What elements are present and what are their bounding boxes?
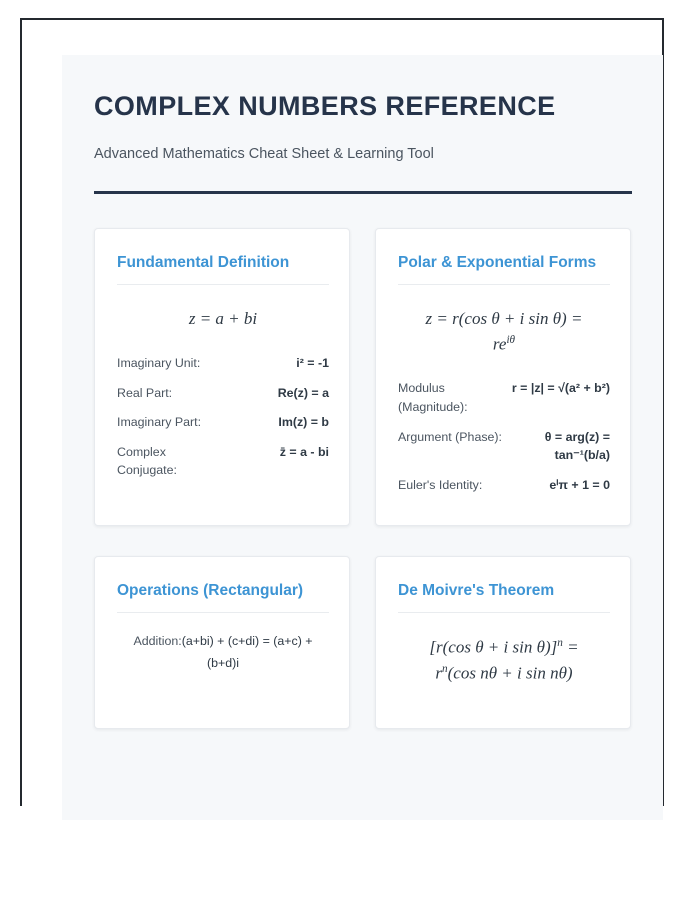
formula-de-moivre-line2-tail: (cos nθ + i sin nθ) bbox=[447, 663, 573, 683]
formula-polar-line1: z = r(cos θ + i sin θ) = bbox=[425, 309, 583, 329]
formula-de-moivre-exponent-2: n bbox=[442, 662, 448, 675]
header-divider bbox=[94, 191, 632, 194]
card-title-de-moivres-theorem: De Moivre's Theorem bbox=[398, 582, 555, 600]
card-operations-rectangular bbox=[94, 556, 350, 729]
table-row bbox=[117, 354, 329, 373]
row-label: Argument (Phase): bbox=[398, 429, 502, 444]
card-fundamental-definition bbox=[94, 228, 350, 526]
row-label: Euler's Identity: bbox=[398, 477, 483, 492]
table-row bbox=[398, 476, 610, 495]
row-value: i² = -1 bbox=[296, 356, 329, 370]
card-divider bbox=[117, 284, 329, 285]
formula-de-moivre-exponent-1: n bbox=[557, 637, 563, 650]
card-polar-exponential-forms bbox=[375, 228, 631, 526]
row-label: Complex Conjugate: bbox=[117, 444, 177, 478]
formula-de-moivre-line1-tail: = bbox=[562, 638, 579, 658]
card-divider bbox=[117, 612, 329, 613]
table-row bbox=[117, 384, 329, 403]
row-value: r = |z| = √(a² + b²) bbox=[511, 381, 610, 396]
row-label: Modulus (Magnitude): bbox=[398, 381, 468, 414]
page-title: COMPLEX NUMBERS REFERENCE bbox=[94, 91, 556, 121]
card-title-operations-rectangular: Operations (Rectangular) bbox=[117, 582, 304, 600]
card-title-polar-exponential-forms: Polar & Exponential Forms bbox=[398, 254, 597, 272]
table-row bbox=[117, 413, 329, 432]
formula-fundamental: z = a + bi bbox=[188, 309, 258, 329]
formula-de-moivre-line2-base: r bbox=[435, 663, 443, 683]
formula-polar-exponent: iθ bbox=[506, 334, 516, 346]
definition-rows bbox=[117, 354, 329, 480]
table-row bbox=[398, 379, 610, 416]
card-title-fundamental-definition: Fundamental Definition bbox=[117, 254, 290, 272]
row-value: (a+bi) + (c+di) = (a+c) + (b+d)i bbox=[181, 634, 313, 671]
formula-polar-line2: re bbox=[492, 334, 507, 354]
formula-polar bbox=[398, 307, 610, 357]
row-label: Addition: bbox=[133, 634, 182, 649]
row-label: Imaginary Unit: bbox=[117, 356, 201, 370]
card-de-moivres-theorem bbox=[375, 556, 631, 729]
row-value: Im(z) = b bbox=[278, 415, 329, 430]
row-value: z̄ = a - bi bbox=[279, 444, 329, 459]
operation-addition bbox=[117, 631, 329, 674]
row-value: Re(z) = a bbox=[277, 385, 329, 400]
table-row bbox=[117, 443, 329, 480]
row-value: θ = arg(z) = tan⁻¹(b/a) bbox=[544, 429, 610, 463]
card-divider bbox=[398, 284, 610, 285]
page-subtitle: Advanced Mathematics Cheat Sheet & Learning Tool bbox=[94, 146, 434, 163]
reference-card-grid bbox=[94, 228, 631, 729]
row-label: Imaginary Part: bbox=[117, 415, 202, 430]
row-value: eⁱπ + 1 = 0 bbox=[549, 477, 610, 492]
page-frame bbox=[20, 18, 664, 806]
card-divider bbox=[398, 612, 610, 613]
document-panel bbox=[62, 55, 663, 820]
row-label: Real Part: bbox=[117, 385, 173, 400]
formula-de-moivre bbox=[398, 635, 610, 686]
formula-de-moivre-line1: [r(cos θ + i sin θ)] bbox=[429, 638, 558, 658]
polar-rows bbox=[398, 379, 610, 494]
table-row bbox=[398, 428, 610, 465]
